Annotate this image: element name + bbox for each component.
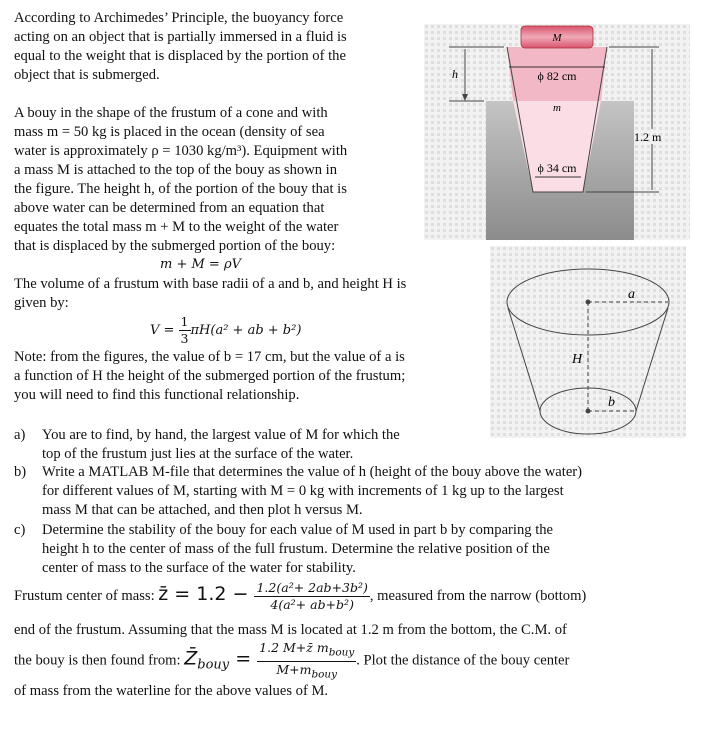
denominator: M+m bbox=[276, 661, 312, 677]
subscript: bouy bbox=[197, 657, 230, 673]
volume-line: given by: bbox=[14, 295, 69, 311]
z-bouy: Z̄ bbox=[184, 647, 198, 670]
height-label: 1.2 m bbox=[634, 130, 662, 144]
subscript: bouy bbox=[328, 646, 355, 659]
para-line: water is approximately ρ = 1030 kg/m³). Equipment with bbox=[14, 143, 348, 159]
denominator: 3 bbox=[180, 331, 189, 346]
para-line: A bouy in the shape of the frustum of a cone and with bbox=[14, 105, 328, 121]
a-label: a bbox=[628, 287, 635, 302]
com-suffix: . Plot the distance of the bouy center bbox=[356, 652, 570, 669]
b-label: b bbox=[608, 395, 615, 410]
item-line: top of the frustum just lies at the surface of the water. bbox=[42, 446, 354, 462]
mass-label: M bbox=[552, 32, 562, 44]
volume-equation bbox=[150, 314, 301, 347]
para-line: equates the total mass m + M to the weight of the water bbox=[14, 219, 339, 235]
subscript: bouy bbox=[311, 668, 338, 680]
fraction bbox=[179, 314, 191, 347]
frustum-figure bbox=[490, 246, 686, 438]
bouy-fraction bbox=[257, 640, 356, 682]
com-line: of mass from the waterline for the above values of M. bbox=[14, 683, 329, 699]
para-line: the figure. The height h, of the portion of the bouy that is bbox=[14, 181, 347, 197]
eq-rhs: πH(a² + ab + b²) bbox=[190, 323, 302, 338]
eq-lhs: V = bbox=[150, 323, 179, 338]
item-label: c) bbox=[14, 522, 26, 538]
buoy-mass-label: m bbox=[553, 102, 561, 114]
item-line: height h to the center of mass of the full frustum. Determine the relative position of the bbox=[42, 541, 550, 557]
buoy-figure bbox=[424, 24, 690, 240]
note-line: Note: from the figures, the value of b = 17 cm, but the value of a is bbox=[14, 349, 405, 365]
intro-line: object that is submerged. bbox=[14, 67, 160, 83]
para-line: above water can be determined from an equation that bbox=[14, 200, 325, 216]
com-suffix: , measured from the narrow (bottom) bbox=[369, 587, 587, 604]
com-prefix: the bouy is then found from: bbox=[14, 652, 185, 669]
com-line bbox=[14, 580, 586, 613]
H-label: H bbox=[572, 352, 583, 367]
numerator: 1.2(a²+ 2ab+3b²) bbox=[256, 580, 368, 595]
item-label: a) bbox=[14, 427, 26, 443]
intro-line: According to Archimedes’ Principle, the buoyancy force bbox=[14, 10, 344, 26]
numerator: 1.2 M+z̄ m bbox=[259, 640, 329, 655]
buoyancy-equation: m + M = ρV bbox=[160, 257, 241, 272]
item-line: center of mass to the surface of the water for stability. bbox=[42, 560, 356, 576]
note-line: you will need to find this functional relationship. bbox=[14, 387, 300, 403]
bottom-diameter-label: ϕ 34 cm bbox=[537, 161, 577, 175]
intro-line: equal to the weight that is displaced by the portion of the bbox=[14, 48, 346, 64]
com-prefix: Frustum center of mass: bbox=[14, 587, 159, 604]
h-label: h bbox=[452, 67, 458, 81]
com-line: end of the frustum. Assuming that the mass M is located at 1.2 m from the bottom, the C.M. of bbox=[14, 622, 567, 638]
com-fraction bbox=[254, 580, 369, 613]
para-line: a mass M is attached to the top of the bouy as shown in bbox=[14, 162, 338, 178]
para-line: mass m = 50 kg is placed in the ocean (density of sea bbox=[14, 124, 325, 140]
item-line: Determine the stability of the bouy for each value of M used in part b by comparing the bbox=[42, 522, 554, 538]
com-line: the bouy is then found from: $Z̄_{bouy}$ = $\frac{1.2 M+z̄ m_{bouy}}{M+m_{bouy}}$ . Plot the distance of the bouy center bbox=[14, 640, 570, 680]
com-lhs: z̄ = 1.2 − bbox=[158, 582, 255, 605]
note-line: a function of H the height of the submerged portion of the frustum; bbox=[14, 368, 406, 384]
numerator: 1 bbox=[180, 314, 189, 329]
intro-line: acting on an object that is partially immersed in a fluid is bbox=[14, 29, 347, 45]
item-line: Write a MATLAB M-file that determines the value of h (height of the bouy above the water) bbox=[42, 464, 583, 480]
volume-line: The volume of a frustum with base radii of a and b, and height H is bbox=[14, 276, 407, 292]
para-line: that is displaced by the submerged portion of the bouy: bbox=[14, 238, 336, 254]
denominator: 4(a²+ ab+b²) bbox=[270, 597, 354, 612]
item-line: mass M that can be attached, and then plot h versus M. bbox=[42, 502, 363, 518]
top-diameter-label: ϕ 82 cm bbox=[537, 69, 577, 83]
item-line: You are to find, by hand, the largest value of M for which the bbox=[42, 427, 400, 443]
item-label: b) bbox=[14, 464, 27, 480]
item-line: for different values of M, starting with M = 0 kg with increments of 1 kg up to the largest bbox=[42, 483, 564, 499]
